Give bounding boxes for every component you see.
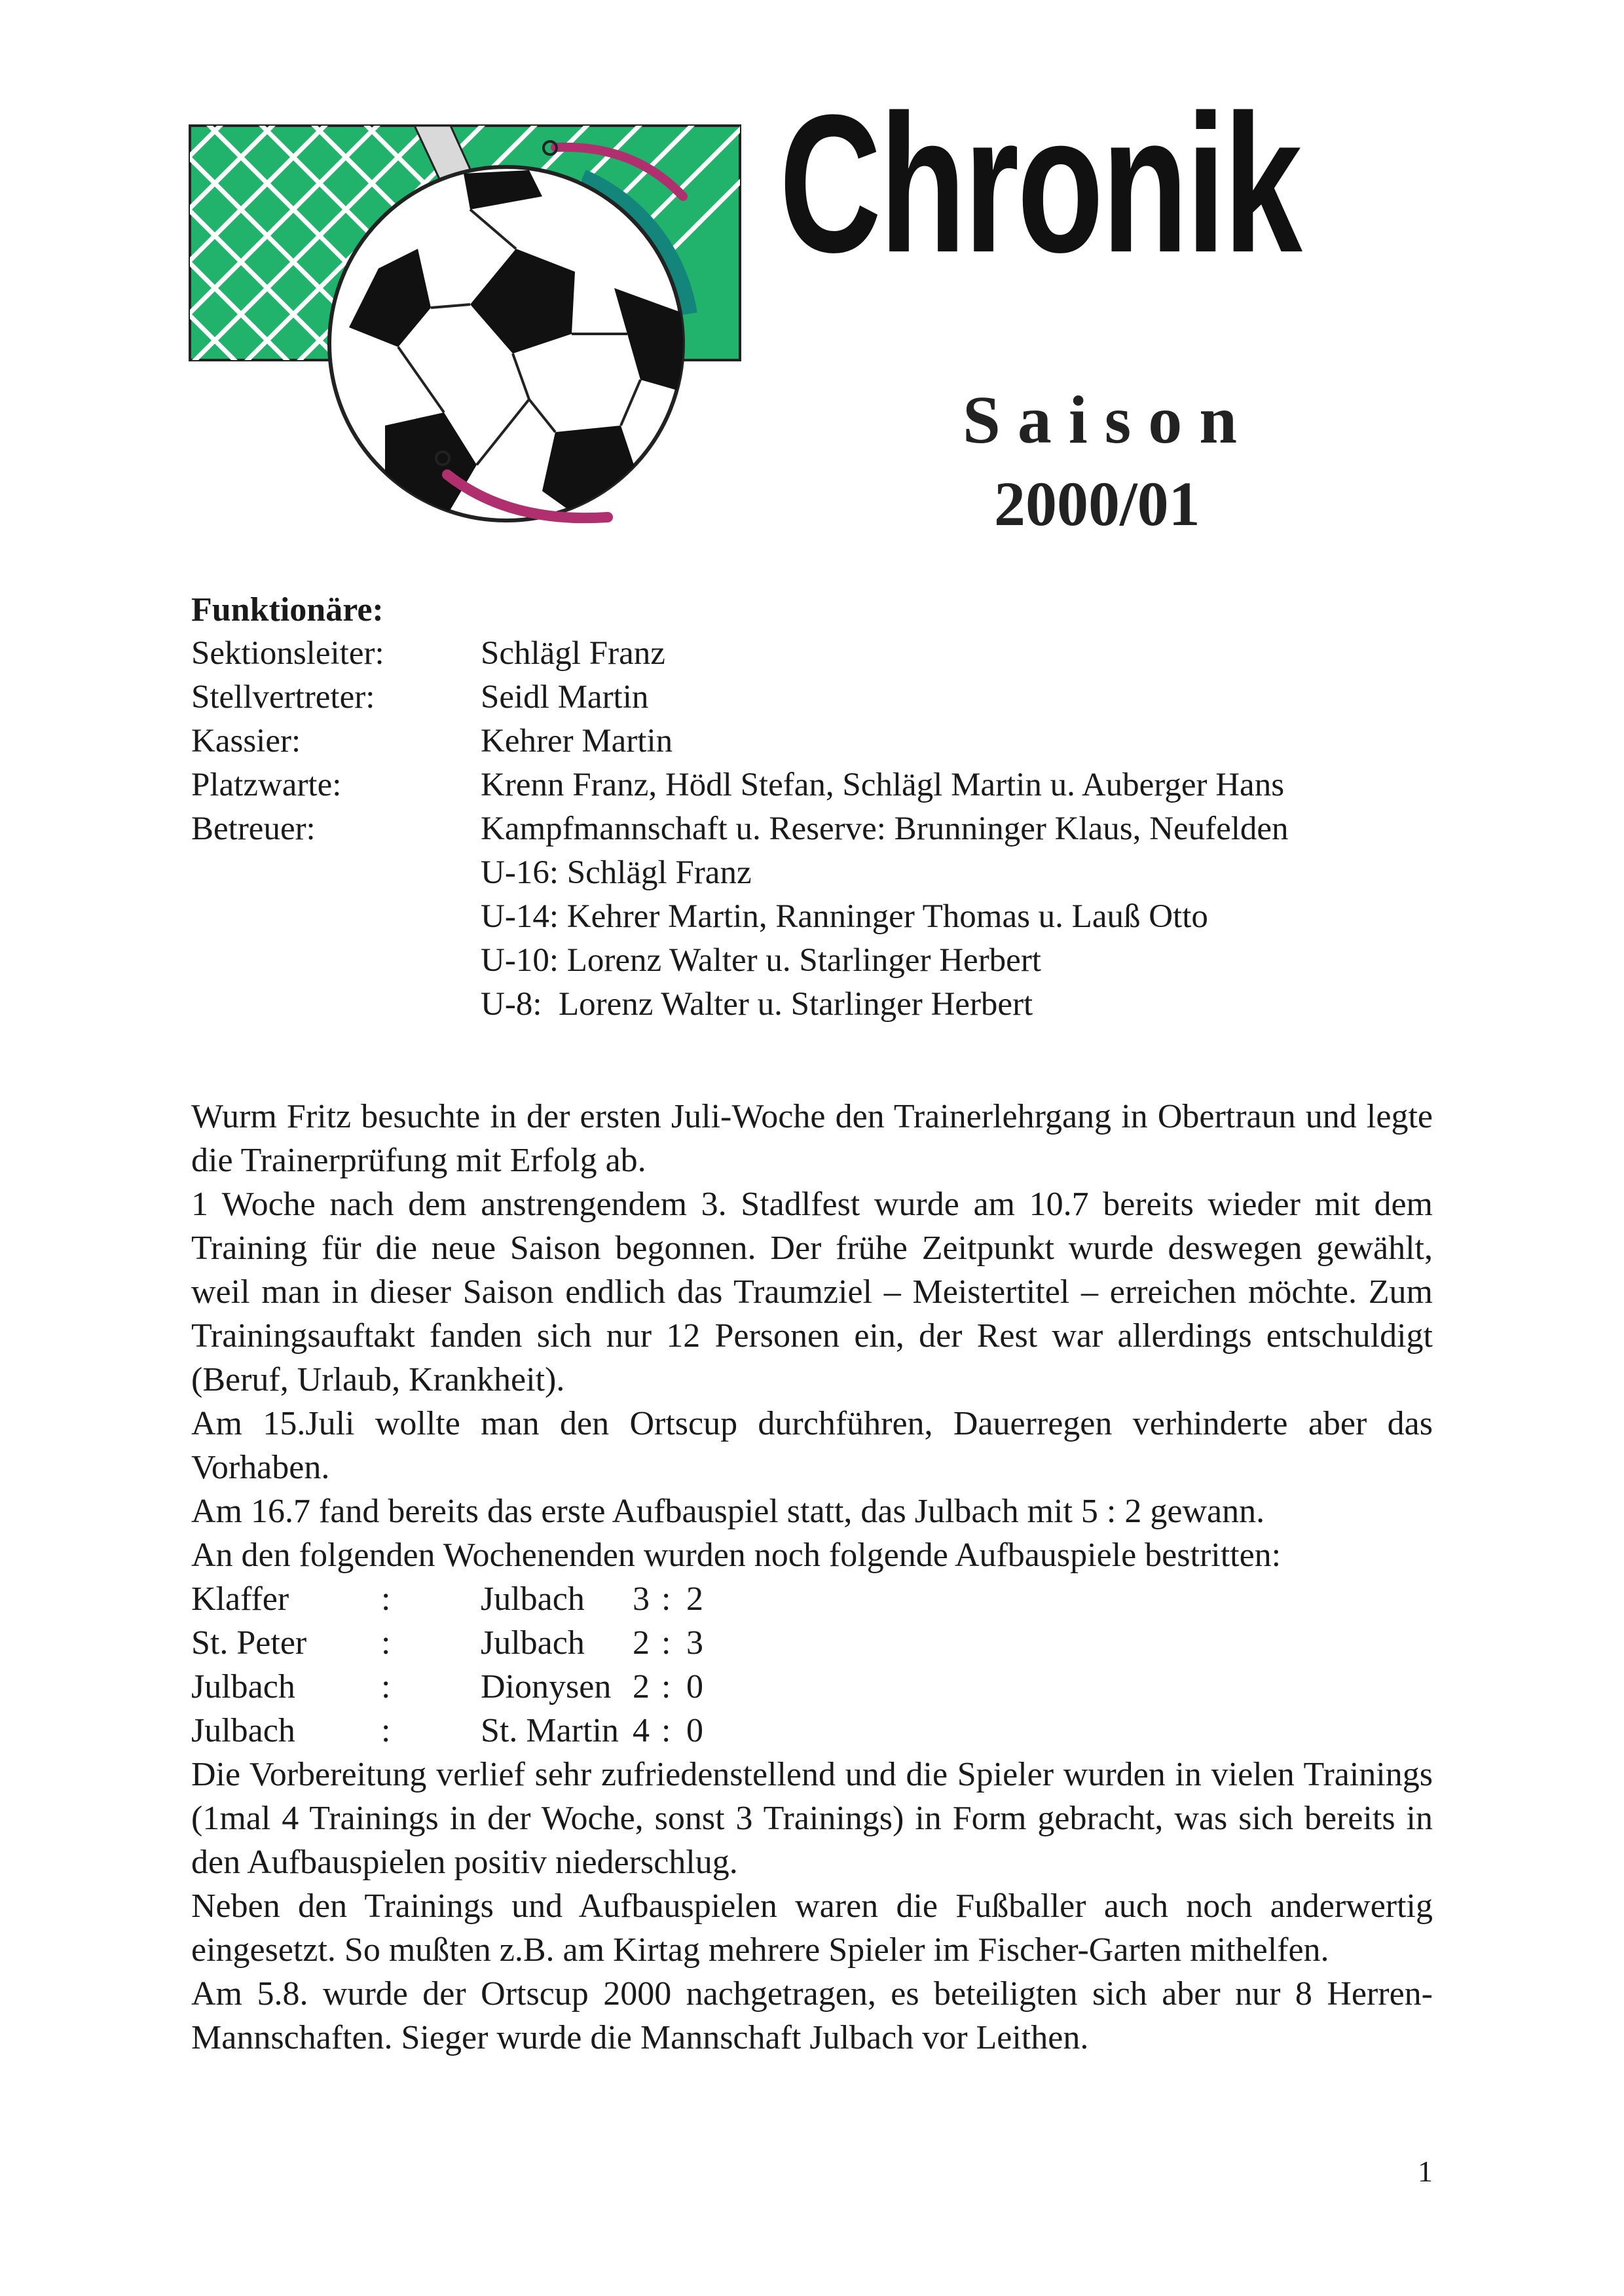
official-row — [191, 720, 1449, 763]
match-home-goals: 2 — [633, 1624, 650, 1662]
match-result-row — [191, 1665, 1433, 1709]
page-title: Chronik — [779, 73, 1301, 293]
youth-carer: U-16: Schlägl Franz — [481, 854, 752, 891]
page-number: 1 — [1418, 2155, 1433, 2188]
season-report — [191, 1095, 1433, 2060]
match-home-team: St. Peter — [191, 1624, 307, 1662]
report-paragraph: 1 Woche nach dem anstrengendem 3. Stadlfest wurde am 10.7 bereits wieder mit dem Training für die neue Saison begonnen. Der frühe Zeitpunkt wurde deswegen gewählt, weil man in dieser Saison endlich das Traumziel – Meistertitel – erreichen möchte. Zum Trainingsauftakt fanden sich nur 12 Personen ein, der Rest war allerdings entschuldigt (Beruf, Urlaub, Krankheit). — [191, 1186, 1433, 1398]
official-row — [191, 763, 1449, 807]
official-role: Betreuer: — [191, 811, 316, 847]
season-year: 2000/01 — [994, 469, 1200, 539]
report-paragraph: An den folgenden Wochenenden wurden noch folgende Aufbauspiele bestritten: — [191, 1537, 1282, 1574]
match-home-team: Julbach — [191, 1712, 295, 1749]
report-paragraph: Wurm Fritz besuchte in der ersten Juli-Woche den Trainerlehrgang in Obertraun und legte die Trainerprüfung mit Erfolg ab. — [191, 1098, 1433, 1179]
match-home-goals: 3 — [633, 1580, 650, 1618]
match-away-team: St. Martin — [481, 1712, 619, 1749]
season-label: Saison — [963, 382, 1255, 458]
official-row — [191, 632, 1449, 676]
match-home-goals: 4 — [633, 1712, 650, 1749]
official-role: Kassier: — [191, 723, 301, 759]
official-names: Schlägl Franz — [481, 635, 665, 672]
match-separator: : — [381, 1624, 391, 1662]
official-names: Kampfmannschaft u. Reserve: Brunninger Klaus, Neufelden — [481, 811, 1289, 847]
match-away-team: Julbach — [481, 1624, 585, 1662]
official-row — [191, 676, 1449, 720]
score-colon: : — [661, 1712, 671, 1749]
match-away-team: Julbach — [481, 1580, 585, 1618]
match-away-goals: 3 — [686, 1624, 703, 1662]
match-separator: : — [381, 1580, 391, 1618]
official-row — [191, 807, 1449, 851]
official-names: Seidl Martin — [481, 679, 649, 716]
youth-carer: U-14: Kehrer Martin, Ranninger Thomas u. Lauß Otto — [481, 898, 1208, 935]
report-paragraph: Am 15.Juli wollte man den Ortscup durchführen, Dauerregen verhinderte aber das Vorhaben. — [191, 1405, 1433, 1486]
officials-heading: Funktionäre: — [191, 591, 384, 629]
match-home-goals: 2 — [633, 1668, 650, 1705]
match-home-team: Julbach — [191, 1668, 295, 1705]
official-names: Krenn Franz, Hödl Stefan, Schlägl Martin u. Auberger Hans — [481, 767, 1285, 803]
score-colon: : — [661, 1668, 671, 1705]
match-result-row — [191, 1709, 1433, 1753]
officials-section — [191, 588, 1449, 1027]
official-names: Kehrer Martin — [481, 723, 673, 759]
match-home-team: Klaffer — [191, 1580, 289, 1618]
report-paragraph: Am 16.7 fand bereits das erste Aufbauspiel statt, das Julbach mit 5 : 2 gewann. — [191, 1493, 1265, 1530]
report-paragraph: Am 5.8. wurde der Ortscup 2000 nachgetragen, es beteiligten sich aber nur 8 Herren-Mannschaften. Sieger wurde die Mannschaft Julbach vor Leithen. — [191, 1975, 1433, 2056]
youth-carer: U-10: Lorenz Walter u. Starlinger Herbert — [481, 942, 1041, 979]
score-colon: : — [661, 1624, 671, 1662]
match-away-team: Dionysen — [481, 1668, 612, 1705]
match-away-goals: 0 — [686, 1712, 703, 1749]
official-role: Sektionsleiter: — [191, 635, 384, 672]
football-goal-logo-icon — [189, 118, 778, 537]
match-separator: : — [381, 1668, 391, 1705]
official-role: Platzwarte: — [191, 767, 342, 803]
report-paragraph: Neben den Trainings und Aufbauspielen waren die Fußballer auch noch anderwertig eingesetzt. So mußten z.B. am Kirtag mehrere Spieler im Fischer-Garten mithelfen. — [191, 1887, 1433, 1969]
match-away-goals: 2 — [686, 1580, 703, 1618]
youth-carer: U-8: Lorenz Walter u. Starlinger Herbert — [481, 986, 1033, 1023]
match-result-row — [191, 1621, 1433, 1665]
official-role: Stellvertreter: — [191, 679, 375, 716]
match-separator: : — [381, 1712, 391, 1749]
match-away-goals: 0 — [686, 1668, 703, 1705]
report-paragraph: Die Vorbereitung verlief sehr zufriedenstellend und die Spieler wurden in vielen Trainings (1mal 4 Trainings in der Woche, sonst 3 Trainings) in Form gebracht, was sich bereits in den Aufbauspielen positiv niederschlug. — [191, 1756, 1433, 1881]
score-colon: : — [661, 1580, 671, 1618]
match-result-row — [191, 1577, 1433, 1621]
